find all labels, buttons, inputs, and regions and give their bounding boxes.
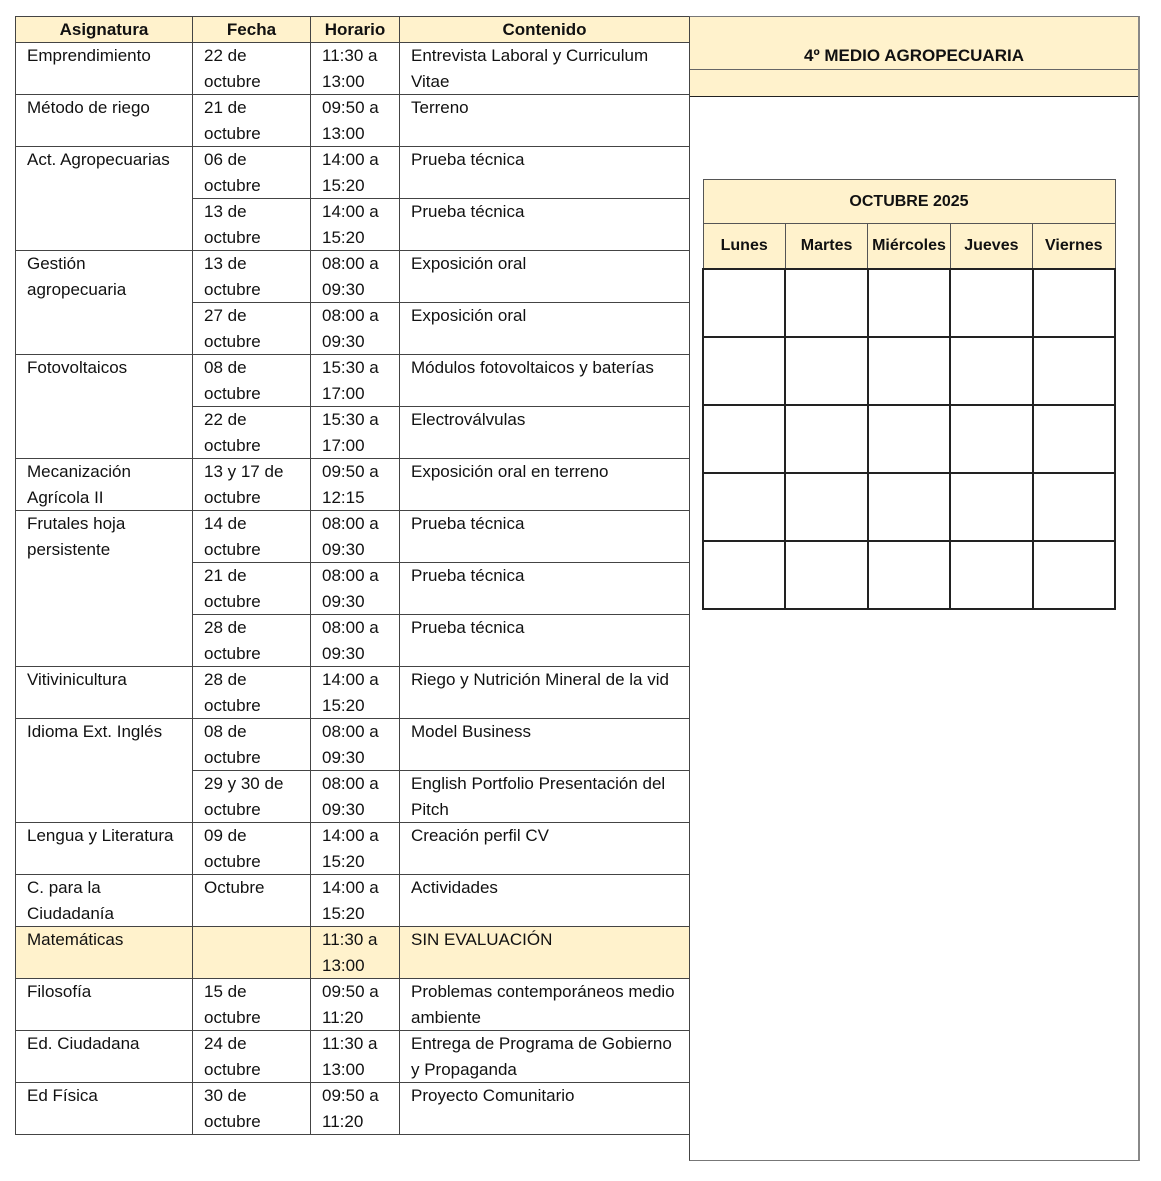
calendar-day-headers xyxy=(703,224,1115,270)
calendar-day-cell xyxy=(1033,269,1115,337)
subject-cell: Lengua y Literatura xyxy=(16,823,193,875)
time-cell: 08:00 a 09:30 xyxy=(311,615,400,667)
subject-cell: Matemáticas xyxy=(16,927,193,979)
time-cell: 08:00 a 09:30 xyxy=(311,251,400,303)
content-cell: Creación perfil CV xyxy=(400,823,690,875)
calendar-day-cell xyxy=(785,473,867,541)
date-cell: 27 de octubre xyxy=(193,303,311,355)
header-fecha: Fecha xyxy=(193,17,311,43)
time-cell: 09:50 a 12:15 xyxy=(311,459,400,511)
calendar-day-lunes: Lunes xyxy=(703,224,785,270)
calendar-day-cell xyxy=(785,405,867,473)
table-row xyxy=(16,927,690,979)
content-cell: Prueba técnica xyxy=(400,563,690,615)
subject-cell: Ed. Ciudadana xyxy=(16,1031,193,1083)
calendar-grid xyxy=(703,269,1115,609)
calendar-day-cell xyxy=(703,473,785,541)
calendar-day-jueves: Jueves xyxy=(950,224,1032,270)
document-page xyxy=(15,16,1139,1161)
date-cell: 08 de octubre xyxy=(193,719,311,771)
calendar-day-martes: Martes xyxy=(785,224,867,270)
subject-cell: Vitivinicultura xyxy=(16,667,193,719)
content-cell: Prueba técnica xyxy=(400,147,690,199)
time-cell: 14:00 a 15:20 xyxy=(311,199,400,251)
table-row xyxy=(16,95,690,147)
time-cell: 08:00 a 09:30 xyxy=(311,563,400,615)
calendar-day-viernes: Viernes xyxy=(1033,224,1115,270)
date-cell: 22 de octubre xyxy=(193,43,311,95)
content-cell: Exposición oral en terreno xyxy=(400,459,690,511)
calendar-day-cell xyxy=(703,541,785,609)
date-cell: 09 de octubre xyxy=(193,823,311,875)
time-cell: 15:30 a 17:00 xyxy=(311,407,400,459)
calendar-day-cell xyxy=(868,541,950,609)
calendar-month: OCTUBRE 2025 xyxy=(703,180,1115,224)
content-cell: Exposición oral xyxy=(400,251,690,303)
table-row xyxy=(16,147,690,199)
course-title-subband xyxy=(690,70,1138,97)
calendar-day-cell xyxy=(950,541,1032,609)
calendar-day-cell xyxy=(868,473,950,541)
table-row xyxy=(16,979,690,1031)
table-row xyxy=(16,511,690,563)
calendar-day-cell xyxy=(950,337,1032,405)
calendar-day-cell xyxy=(868,269,950,337)
calendar-day-cell xyxy=(950,473,1032,541)
content-cell: Entrega de Programa de Gobierno y Propaganda xyxy=(400,1031,690,1083)
date-cell: 22 de octubre xyxy=(193,407,311,459)
time-cell: 08:00 a 09:30 xyxy=(311,771,400,823)
subject-cell: Gestión agropecuaria xyxy=(16,251,193,355)
content-cell: Proyecto Comunitario xyxy=(400,1083,690,1135)
calendar-day-miércoles: Miércoles xyxy=(868,224,950,270)
time-cell: 09:50 a 11:20 xyxy=(311,1083,400,1135)
table-row xyxy=(16,1083,690,1135)
date-cell: 29 y 30 de octubre xyxy=(193,771,311,823)
header-horario: Horario xyxy=(311,17,400,43)
date-cell: 28 de octubre xyxy=(193,667,311,719)
time-cell: 14:00 a 15:20 xyxy=(311,667,400,719)
time-cell: 11:30 a 13:00 xyxy=(311,43,400,95)
subject-cell: Frutales hoja persistente xyxy=(16,511,193,667)
date-cell: 08 de octubre xyxy=(193,355,311,407)
calendar-week-row xyxy=(703,473,1115,541)
date-cell: 06 de octubre xyxy=(193,147,311,199)
calendar-day-cell xyxy=(868,337,950,405)
content-cell: Prueba técnica xyxy=(400,199,690,251)
calendar-week-row xyxy=(703,405,1115,473)
time-cell: 08:00 a 09:30 xyxy=(311,719,400,771)
table-row xyxy=(16,459,690,511)
content-cell: Terreno xyxy=(400,95,690,147)
content-cell: Entrevista Laboral y Curriculum Vitae xyxy=(400,43,690,95)
calendar-day-cell xyxy=(950,269,1032,337)
course-title: 4º MEDIO AGROPECUARIA xyxy=(690,17,1138,70)
time-cell: 14:00 a 15:20 xyxy=(311,875,400,927)
subject-cell: Idioma Ext. Inglés xyxy=(16,719,193,823)
calendar-day-cell xyxy=(703,269,785,337)
calendar-day-cell xyxy=(785,541,867,609)
header-asignatura: Asignatura xyxy=(16,17,193,43)
date-cell: 21 de octubre xyxy=(193,95,311,147)
schedule-body xyxy=(16,43,690,1135)
header-contenido: Contenido xyxy=(400,17,690,43)
content-cell: SIN EVALUACIÓN xyxy=(400,927,690,979)
time-cell: 09:50 a 11:20 xyxy=(311,979,400,1031)
calendar-day-cell xyxy=(950,405,1032,473)
date-cell: 14 de octubre xyxy=(193,511,311,563)
date-cell xyxy=(193,927,311,979)
subject-cell: Fotovoltaicos xyxy=(16,355,193,459)
time-cell: 08:00 a 09:30 xyxy=(311,303,400,355)
date-cell: 13 y 17 de octubre xyxy=(193,459,311,511)
calendar-day-cell xyxy=(1033,337,1115,405)
time-cell: 15:30 a 17:00 xyxy=(311,355,400,407)
date-cell: 21 de octubre xyxy=(193,563,311,615)
content-cell: Riego y Nutrición Mineral de la vid xyxy=(400,667,690,719)
content-cell: Problemas contemporáneos medio ambiente xyxy=(400,979,690,1031)
content-cell: Model Business xyxy=(400,719,690,771)
course-panel xyxy=(689,16,1140,1161)
evaluation-schedule-table xyxy=(15,16,690,1135)
calendar-week-row xyxy=(703,541,1115,609)
date-cell: 28 de octubre xyxy=(193,615,311,667)
date-cell: Octubre xyxy=(193,875,311,927)
calendar-day-cell xyxy=(868,405,950,473)
table-row xyxy=(16,251,690,303)
table-row xyxy=(16,719,690,771)
time-cell: 11:30 a 13:00 xyxy=(311,927,400,979)
date-cell: 13 de octubre xyxy=(193,199,311,251)
calendar-week-row xyxy=(703,337,1115,405)
time-cell: 09:50 a 13:00 xyxy=(311,95,400,147)
calendar-day-cell xyxy=(703,405,785,473)
date-cell: 30 de octubre xyxy=(193,1083,311,1135)
table-row xyxy=(16,1031,690,1083)
content-cell: Prueba técnica xyxy=(400,511,690,563)
subject-cell: Act. Agropecuarias xyxy=(16,147,193,251)
calendar-week-row xyxy=(703,269,1115,337)
subject-cell: Ed Física xyxy=(16,1083,193,1135)
time-cell: 14:00 a 15:20 xyxy=(311,823,400,875)
content-cell: Exposición oral xyxy=(400,303,690,355)
date-cell: 13 de octubre xyxy=(193,251,311,303)
calendar-day-cell xyxy=(785,337,867,405)
schedule-header-row xyxy=(16,17,690,43)
date-cell: 15 de octubre xyxy=(193,979,311,1031)
calendar-day-cell xyxy=(1033,541,1115,609)
content-cell: Actividades xyxy=(400,875,690,927)
calendar-day-cell xyxy=(1033,473,1115,541)
calendar-day-cell xyxy=(1033,405,1115,473)
subject-cell: Filosofía xyxy=(16,979,193,1031)
time-cell: 08:00 a 09:30 xyxy=(311,511,400,563)
table-row xyxy=(16,43,690,95)
subject-cell: Emprendimiento xyxy=(16,43,193,95)
calendar-day-cell xyxy=(785,269,867,337)
table-row xyxy=(16,875,690,927)
content-cell: Prueba técnica xyxy=(400,615,690,667)
time-cell: 14:00 a 15:20 xyxy=(311,147,400,199)
content-cell: Módulos fotovoltaicos y baterías xyxy=(400,355,690,407)
calendar-day-cell xyxy=(703,337,785,405)
time-cell: 11:30 a 13:00 xyxy=(311,1031,400,1083)
subject-cell: Mecanización Agrícola II xyxy=(16,459,193,511)
subject-cell: Método de riego xyxy=(16,95,193,147)
content-cell: English Portfolio Presentación del Pitch xyxy=(400,771,690,823)
date-cell: 24 de octubre xyxy=(193,1031,311,1083)
calendar-table xyxy=(702,179,1116,610)
subject-cell: C. para la Ciudadanía xyxy=(16,875,193,927)
table-row xyxy=(16,667,690,719)
content-cell: Electroválvulas xyxy=(400,407,690,459)
table-row xyxy=(16,823,690,875)
table-row xyxy=(16,355,690,407)
